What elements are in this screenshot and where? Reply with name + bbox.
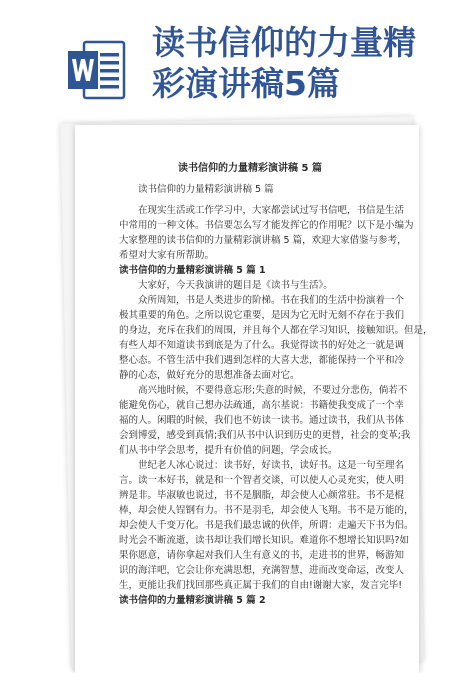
document-page (75, 125, 433, 673)
intro-line: 希望对大家有所帮助。 (119, 250, 215, 261)
body-line: 众所周知，书是人类进步的阶梯。书在我们的生活中扮演着一个 (138, 295, 405, 306)
word-document-icon (66, 40, 126, 100)
document-body (119, 161, 433, 608)
title-line-2: 彩演讲稿5篇 (152, 64, 340, 103)
section-heading: 读书信仰的力量精彩演讲稿 5 篇 1 (119, 265, 266, 276)
document-title: 读书信仰的力量精彩演讲稿 5 篇 (178, 163, 322, 174)
intro-line: 在现实生活或工作学习中，大家都尝试过写书信吧，书信是生活 (138, 205, 405, 216)
body-line: 果你愿意，请你拿起对我们人生有意义的书，走进书的世界，畅游知 (119, 550, 405, 561)
body-line: 能避免伤心，就自己想办法疏通，高尔基说：书籍使我变成了一个幸 (119, 400, 405, 411)
page-header (0, 0, 474, 118)
body-line: 生，更能让我们找回那些真正属于我们的自由!谢谢大家，发言完毕! (119, 580, 403, 591)
body-line: 整心态。不管生活中我们遇到怎样的大喜大悲，都能保持一个平和冷 (119, 355, 405, 366)
body-line: 高兴地时候，不要得意忘形;失意的时候，不要过分悲伤，倘若不 (138, 385, 408, 396)
body-line: 福的人。闲暇的时候，我们也不妨读一读书。通过读书，我们从书体 (119, 415, 405, 426)
body-line: 却会使人千变万化。书是我们最忠诚的伙伴，所谓：走遍天下书为侣。 (119, 520, 414, 531)
body-line: 辨是非。毕淑敏也说过，书不是胭脂，却会使人心颜常驻。书不是棍 (119, 490, 405, 501)
body-line: 言。读一本好书，就是和一个智者交谈，可以使人心灵充实，使人明 (119, 475, 405, 486)
section-heading: 读书信仰的力量精彩演讲稿 5 篇 2 (119, 595, 266, 606)
body-line: 的身边，充斥在我们的周围，并且每个人都在学习知识，接触知识。但是， (119, 325, 433, 336)
body-line: 静的心态，做好充分的思想准备去面对它。 (119, 370, 300, 381)
title-line-1: 读书信仰的力量精 (152, 23, 416, 62)
document-subtitle: 读书信仰的力量精彩演讲稿 5 篇 (138, 184, 274, 195)
body-line: 们从书中学会思考，提升有价值的问题，学会成长。 (119, 445, 338, 456)
intro-line: 中常用的一种文体。书信要怎么写才能发挥它的作用呢？以下是小编为 (119, 220, 414, 231)
intro-line: 大家整理的读书信仰的力量精彩演讲稿 5 篇，欢迎大家借鉴与参考， (119, 235, 407, 246)
page-title (152, 22, 462, 104)
body-line: 有些人却不知道读书到底是为了什么。我觉得读书的好处之一就是调 (119, 340, 405, 351)
body-line: 棒，却会使人锃钢有力。书不是羽毛，却会使人飞翔。书不是万能的， (119, 505, 414, 516)
body-line: 极其重要的角色。之所以说它重要，是因为它无时无刻不存在于我们 (119, 310, 405, 321)
body-line: 世纪老人冰心说过：读书好，好读书，读好书。这是一句至理名 (138, 460, 405, 471)
body-line: 时光会不断流逝，读书却让我们增长知识。难道你不想增长知识吗?如 (119, 535, 410, 546)
body-line: 会到博爱，感受到真情;我们从书中认识到历史的更替，社会的变革;我 (119, 430, 411, 441)
body-line: 识的海洋吧，它会让你充满思想，充满智慧，进而改变命运，改变人 (119, 565, 405, 576)
body-line: 大家好，今天我演讲的题目是《读书与生活》。 (138, 280, 333, 291)
